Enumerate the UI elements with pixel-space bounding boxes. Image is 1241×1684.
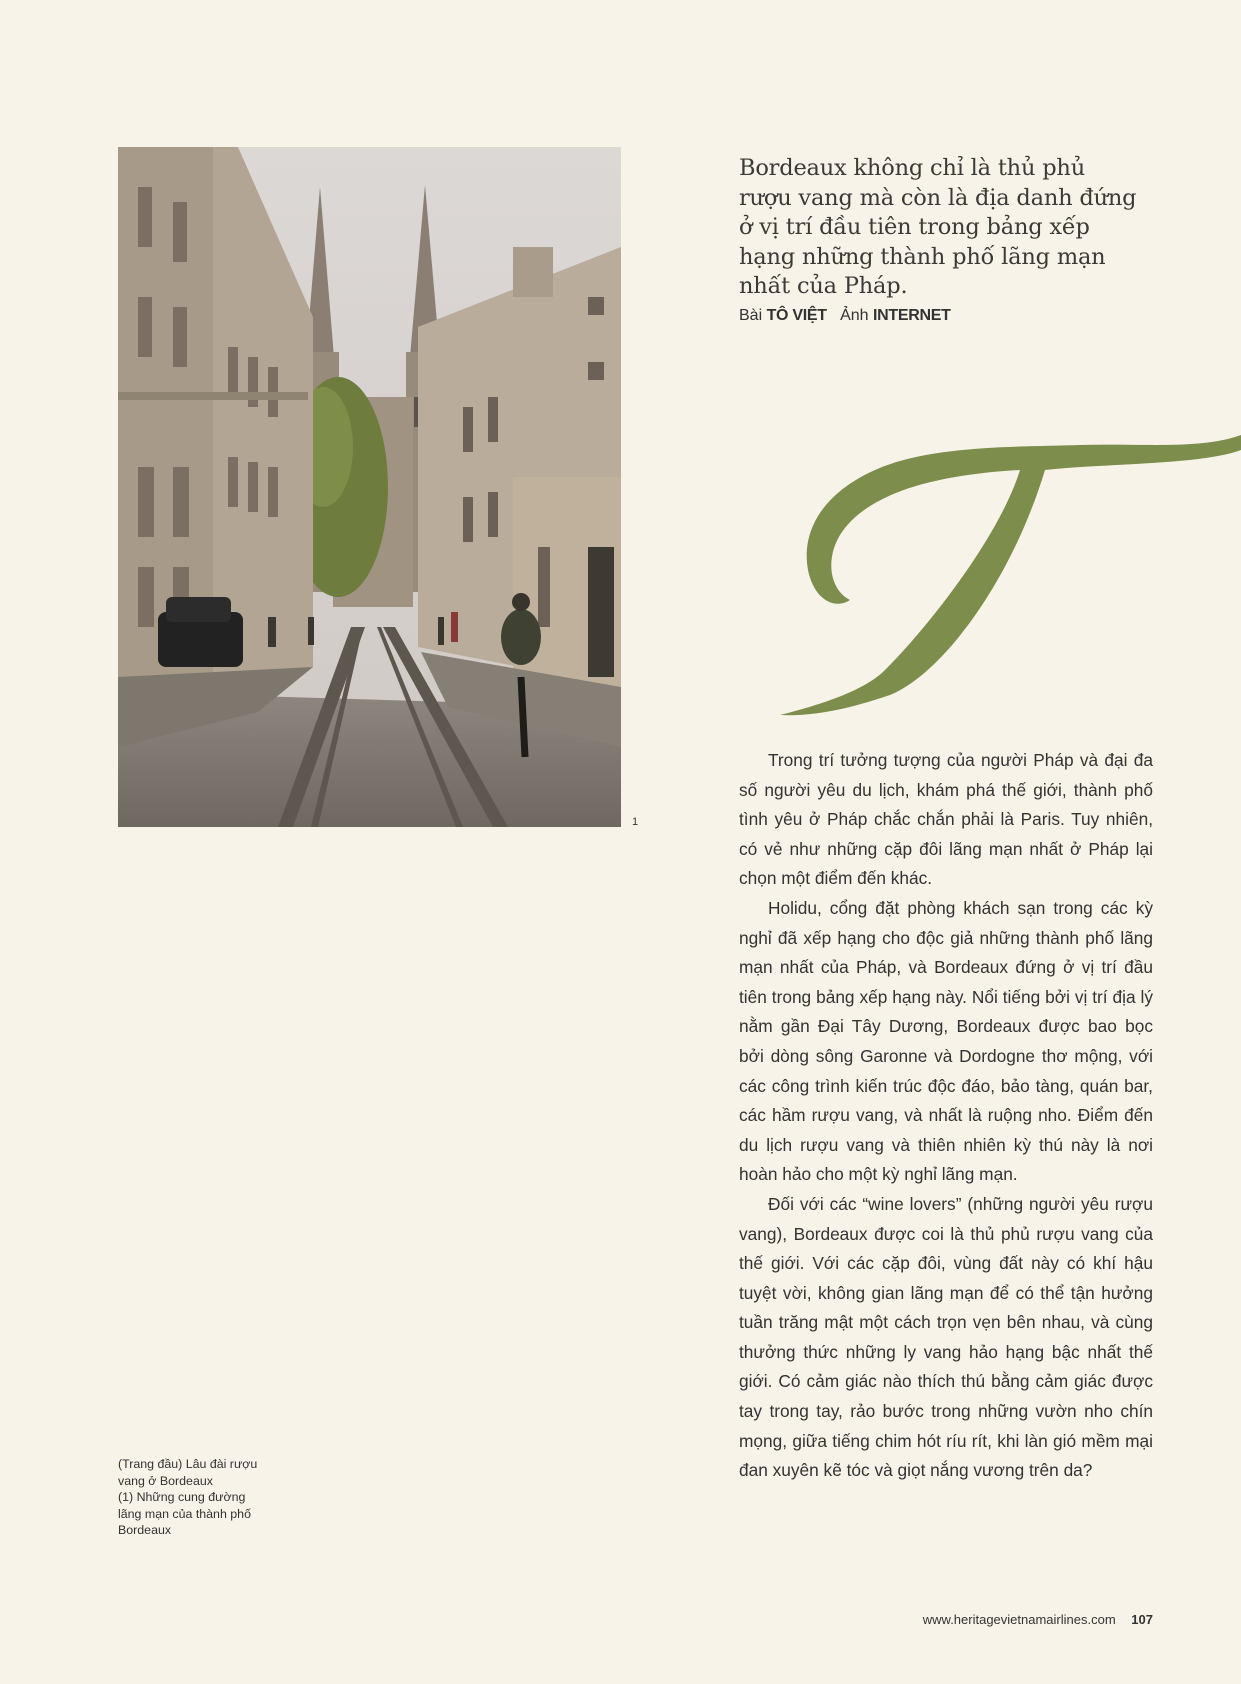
photo-credit: INTERNET	[872, 307, 951, 324]
photo-number: 1	[632, 816, 639, 828]
photo-prefix: Ảnh	[840, 307, 869, 324]
author-prefix: Bài	[739, 307, 763, 324]
caption-line-1: (Trang đầu) Lâu đài rượu vang ở Bordeaux	[118, 1457, 258, 1488]
author-name: TÔ VIỆT	[766, 307, 827, 324]
footer-url[interactable]: www.heritagevietnamairlines.com	[922, 1612, 1116, 1627]
page-number: 107	[1131, 1612, 1153, 1627]
page-footer	[923, 1612, 1153, 1627]
caption-line-2: (1) Những cung đường lãng mạn của thành phố Bordeaux	[118, 1490, 251, 1537]
byline	[739, 307, 951, 325]
body-paragraph-1: Trong trí tưởng tượng của người Pháp và đại đa số người yêu du lịch, khám phá thế giới, thành phố tình yêu ở Pháp chắc chắn phải là Paris. Tuy nhiên, có vẻ như những cặp đôi lãng mạn nhất ở Pháp lại chọn một điểm đến khác.	[739, 750, 1153, 889]
street-photo-illustration	[118, 147, 621, 827]
dropcap-t-letter	[780, 425, 1241, 725]
street-photo	[118, 147, 621, 827]
article-lead: Bordeaux không chỉ là thủ phủ rượu vang mà còn là địa danh đứng ở vị trí đầu tiên trong bảng xếp hạng những thành phố lãng mạn nhất của Pháp.	[739, 155, 1137, 299]
article-body	[739, 746, 1153, 1486]
body-paragraph-2: Holidu, cổng đặt phòng khách sạn trong các kỳ nghỉ đã xếp hạng cho độc giả những thành phố lãng mạn nhất của Pháp, và Bordeaux đứng ở vị trí đầu tiên trong bảng xếp hạng này. Nổi tiếng bởi vị trí địa lý nằm gần Đại Tây Dương, Bordeaux được bao bọc bởi dòng sông Garonne và Dordogne thơ mộng, với các công trình kiến trúc độc đáo, bảo tàng, quán bar, các hầm rượu vang, và nhất là ruộng nho. Điểm đến du lịch rượu vang và thiên nhiên kỳ thú này là nơi hoàn hảo cho một kỳ nghỉ lãng mạn.	[739, 897, 1153, 1185]
body-paragraph-3: Đối với các “wine lovers” (những người yêu rượu vang), Bordeaux được coi là thủ phủ rượu vang của thế giới. Với các cặp đôi, vùng đất này có khí hậu tuyệt vời, không gian lãng mạn để có thể tận hưởng tuần trăng mật một cách trọn vẹn bên nhau, và cùng thưởng thức những ly vang hảo hạng bậc nhất thế giới. Có cảm giác nào thích thú bằng cảm giác được tay trong tay, rảo bước trong những vườn nho chín mọng, giữa tiếng chim hót ríu rít, khi làn gió mềm mại đan xuyên kẽ tóc và giọt nắng vương trên da?	[739, 1193, 1153, 1481]
photo-caption	[118, 1456, 268, 1539]
